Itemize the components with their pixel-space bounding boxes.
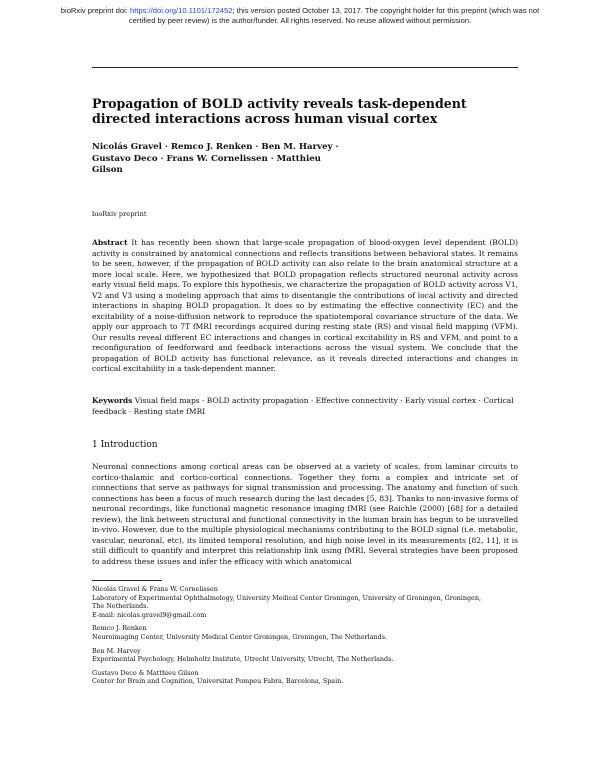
section-heading: 1 Introduction: [92, 440, 158, 450]
doi-link[interactable]: https://doi.org/10.1101/172452: [130, 6, 233, 15]
notice-line-2: certified by peer review) is the author/funder. All rights reserved. No reuse allowed without permission.: [128, 16, 472, 25]
introduction-text: Neuronal connections among cortical areas can be observed at a variety of scales, from laminar circuits to cortico-thalamic and cortico-cortical connections. Together they form a complex and intricate set of connections that serve as pathways for signal transmission and processing. The anatomy and function of such connections has been a focus of much research during the last decades [5, 83]. Thanks to non-invasive forms of neuronal recordings, like functional magnetic resonance imaging fMRI (see Raichle (2000) [68] for a detailed review), the link between structural and functional connectivity in the human brain has begun to be unravelled in-vivo. However, due to the multiple physiological mechanisms contributing to the BOLD signal (i.e. metabolic, vascular, neuronal, etc), its limited temporal resolution, and high noise level in its measurements [82, 11], it is still difficult to quantify and interpret this relationship link using fMRI. Several strategies have been proposed to address these issues and infer the efficacy with which anatomical: [92, 462, 518, 566]
affiliation-names: Ben M. Harvey: [92, 646, 141, 655]
footnote-rule: [92, 580, 162, 581]
keywords: [92, 396, 518, 417]
affiliation-line: The Netherlands.: [92, 602, 149, 611]
affiliation: [92, 647, 518, 664]
affiliation-line: Experimental Psychology, Helmholtz Institute, Utrecht University, Utrecht, The Netherlands.: [92, 655, 394, 664]
authors-line-2: Gustavo Deco · Frans W. Cornelissen · Matthieu: [92, 153, 321, 164]
affiliations: [92, 585, 518, 691]
paper-title: Propagation of BOLD activity reveals task-dependent directed interactions across human visual cortex: [92, 96, 467, 126]
abstract-text: It has recently been shown that large-scale propagation of blood-oxygen level dependent (BOLD) activity is constrained by anatomical connections and reflects transitions between behavioral states. It remains to be seen, however, if the propagation of BOLD activity can also relate to the brain anatomical structure at a more local scale. Here, we hypothesized that BOLD propagation reflects structured neuronal activity across early visual field maps. To explore this hypothesis, we characterize the propagation of BOLD activity across V1, V2 and V3 using a modeling approach that aims to disentangle the contributions of local activity and directed interactions in shaping BOLD propagation. It does so by estimating the effective connectivity (EC) and the excitability of a noise-diffusion network to reproduce the spatiotemporal covariance structure of the data. We apply our approach to 7T fMRI recordings acquired during resting state (RS) and visual field mapping (VFM). Our results reveal different EC interactions and changes in cortical excitability in RS and VFM, and point to a reconfiguration of feedforward and feedback interactions across the visual system. We conclude that the propagation of BOLD activity has functional relevance, as it reveals directed interactions and changes in cortical excitability in a task-dependent manner.: [92, 238, 519, 373]
top-rule: [92, 67, 518, 68]
affiliation-line: Laboratory of Experimental Ophthalmology, University Medical Center Groningen, University of Groningen, Groningen,: [92, 593, 481, 602]
authors-line-1: Nicolás Gravel · Remco J. Renken · Ben M. Harvey ·: [92, 142, 339, 152]
notice-suffix: ; this version posted October 13, 2017. The copyright holder for this preprint (which was not: [232, 6, 540, 15]
affiliation-line: Center for Brain and Cognition, Universitat Pompeu Fabra, Barcelona, Spain.: [92, 677, 344, 686]
affiliation: [92, 624, 518, 641]
keywords-label: Keywords: [92, 396, 133, 405]
notice-prefix: bioRxiv preprint doi:: [60, 6, 131, 15]
notice-line-1: [0, 6, 600, 16]
abstract-label: Abstract: [92, 238, 128, 247]
affiliation: [92, 669, 518, 686]
keywords-text: Visual field maps · BOLD activity propagation · Effective connectivity · Early visual cortex · Cortical feedback · Resting state fMRI: [92, 396, 514, 416]
preprint-notice: [0, 6, 600, 26]
affiliation-line: Neuroimaging Center, University Medical Center Groningen, Groningen, The Netherlands.: [92, 632, 388, 641]
authors-line-3: Gilson: [92, 165, 123, 175]
affiliation-names: Nicolás Gravel & Frans W. Cornelissen: [92, 585, 218, 593]
affiliation-email: E-mail: nicolas.gravel9@gmail.com: [92, 610, 207, 619]
affiliation-names: Gustavo Deco & Matthieu Gilson: [92, 668, 199, 677]
preprint-label: bioRxiv preprint: [92, 210, 147, 218]
abstract: [92, 238, 518, 375]
affiliation-names: Remco J. Renken: [92, 624, 147, 633]
author-list: [92, 142, 392, 177]
affiliation: [92, 585, 518, 619]
